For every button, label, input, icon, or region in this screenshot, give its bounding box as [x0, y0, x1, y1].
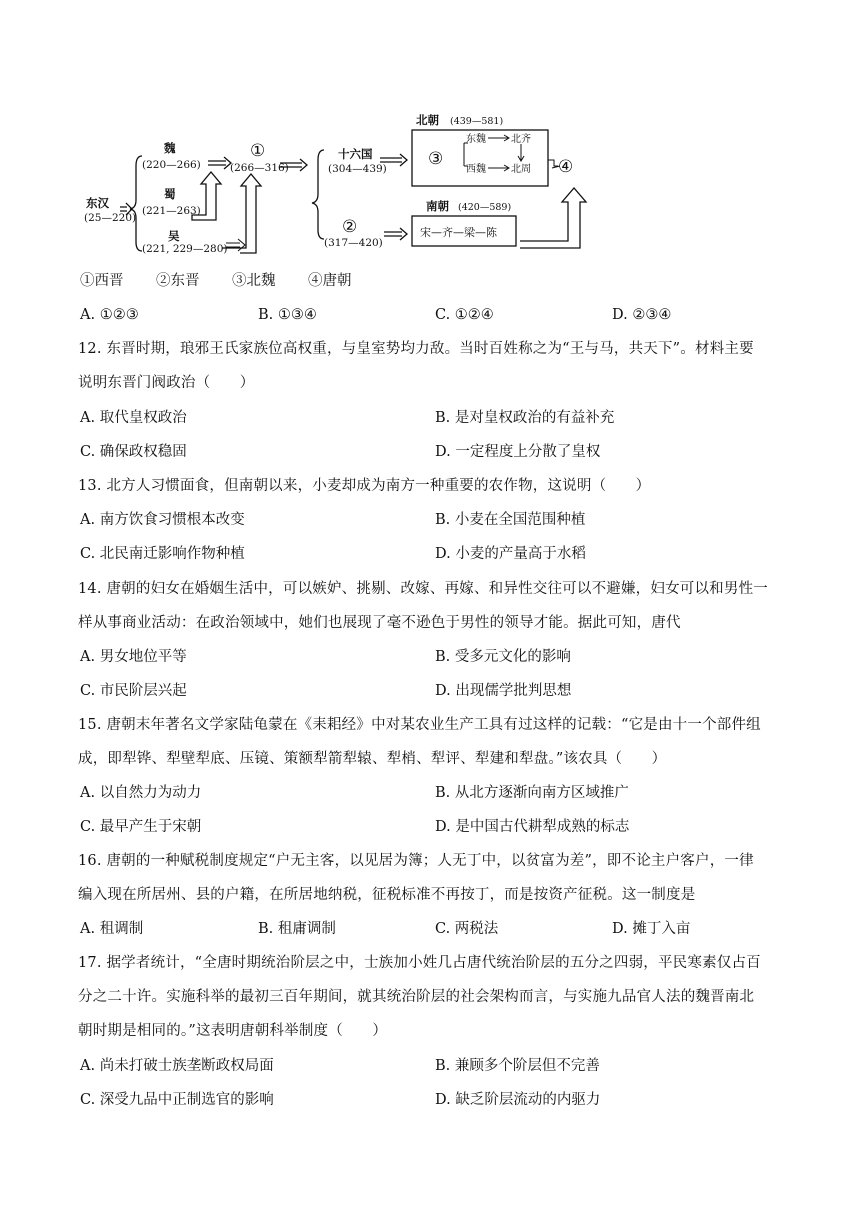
q16-option-b[interactable]: B. 租庸调制: [258, 921, 336, 937]
q15-option-c[interactable]: C. 最早产生于宋朝: [80, 819, 202, 835]
eastern-han-label: 东汉: [86, 196, 109, 210]
q14-option-d[interactable]: D. 出现儒学批判思想: [435, 683, 572, 699]
dynasty-flow-diagram: [80, 108, 600, 268]
q16-option-a[interactable]: A. 租调制: [80, 921, 144, 937]
q12-stem-line-2: 说明东晋门阀政治（ ）: [78, 375, 255, 391]
node2-mark: ②: [342, 217, 358, 237]
wu-label: 吴: [168, 229, 180, 243]
q14-option-a[interactable]: A. 男女地位平等: [80, 649, 187, 665]
q17-option-d[interactable]: D. 缺乏阶层流动的内驱力: [435, 1092, 601, 1108]
node2-years: (317—420): [324, 237, 383, 249]
q16-option-d[interactable]: D. 摊丁入亩: [612, 921, 691, 937]
southern-dynasties-sequence: 宋—齐—梁—陈: [420, 226, 497, 239]
q11-option-a[interactable]: A. ①②③: [80, 307, 139, 323]
q15-stem-line-1: 15. 唐朝末年著名文学家陆龟蒙在《耒耜经》中对某农业生产工具有过这样的记载：“它是由十一个部件组: [78, 717, 761, 733]
node1-mark: ①: [250, 141, 266, 161]
q15-option-d[interactable]: D. 是中国古代耕犁成熟的标志: [435, 819, 630, 835]
q12-option-c[interactable]: C. 确保政权稳固: [80, 444, 187, 460]
shu-label: 蜀: [164, 187, 176, 201]
sixteen-kingdoms-years: (304—439): [328, 163, 387, 175]
wei-label: 魏: [164, 141, 176, 155]
q16-stem-line-1: 16. 唐朝的一种赋税制度规定“户无主客，以见居为簿；人无丁中，以贫富为差”，即不论主户客户，一律: [78, 853, 754, 869]
q11-option-d[interactable]: D. ②③④: [612, 307, 672, 323]
node4-mark: ④: [558, 157, 574, 177]
q17-option-a[interactable]: A. 尚未打破士族垄断政权局面: [80, 1058, 274, 1074]
sixteen-kingdoms-label: 十六国: [338, 147, 373, 161]
q12-option-d[interactable]: D. 一定程度上分散了皇权: [435, 444, 601, 460]
node1-years: (266—316): [230, 162, 289, 174]
north-qi-label: 北齐: [511, 134, 531, 145]
q17-option-b[interactable]: B. 兼顾多个阶层但不完善: [435, 1058, 600, 1074]
q12-option-b[interactable]: B. 是对皇权政治的有益补充: [435, 410, 615, 426]
q14-stem-line-1: 14. 唐朝的妇女在婚姻生活中，可以嫉妒、挑剔、改嫁、再嫁、和异性交往可以不避嫌，妇女可以和男性一: [78, 581, 768, 597]
q14-option-b[interactable]: B. 受多元文化的影响: [435, 649, 571, 665]
wu-years: (221, 229—280): [142, 243, 228, 255]
q12-option-a[interactable]: A. 取代皇权政治: [80, 410, 187, 426]
shu-years: (221—263): [142, 205, 201, 217]
q17-stem-line-2: 分之二十许。实施科举的最初三百年期间，就其统治阶层的社会架构而言，与实施九品官人法的魏晋南北: [78, 989, 755, 1005]
legend-item-4: ④唐朝: [308, 273, 352, 289]
q17-stem-line-3: 朝时期是相同的。”这表明唐朝科举制度（ ）: [78, 1023, 388, 1039]
q14-option-c[interactable]: C. 市民阶层兴起: [80, 683, 187, 699]
q13-stem-line-1: 13. 北方人习惯面食，但南朝以来，小麦却成为南方一种重要的农作物，这说明（ ）: [78, 478, 651, 494]
southern-dynasties-years: (420—589): [458, 202, 512, 213]
legend-item-3: ③北魏: [232, 273, 276, 289]
northern-dynasties-label: 北朝: [416, 113, 439, 127]
legend-item-1: ①西晋: [80, 273, 124, 289]
q14-stem-line-2: 样从事商业活动：在政治领域中，她们也展现了毫不逊色于男性的领导才能。据此可知，唐代: [78, 615, 681, 631]
q17-option-c[interactable]: C. 深受九品中正制选官的影响: [80, 1092, 274, 1108]
q15-option-a[interactable]: A. 以自然力为动力: [80, 785, 202, 801]
q15-stem-line-2: 成，即犁铧、犁壁犁底、压镜、策额犁箭犁辕、犁梢、犁评、犁建和犁盘。”该农具（ ）: [78, 751, 667, 767]
q12-stem-line-1: 12. 东晋时期，琅邪王氏家族位高权重，与皇室势均力敌。当时百姓称之为“王与马，共天下”。材料主要: [78, 341, 754, 357]
north-zhou-label: 北周: [511, 164, 531, 175]
legend-item-2: ②东晋: [156, 273, 200, 289]
q11-option-b[interactable]: B. ①③④: [258, 307, 317, 323]
q13-option-b[interactable]: B. 小麦在全国范围种植: [435, 512, 586, 528]
q15-option-b[interactable]: B. 从北方逐渐向南方区域推广: [435, 785, 629, 801]
east-wei-label: 东魏: [466, 134, 486, 145]
q16-stem-line-2: 编入现在所居州、县的户籍，在所居地纳税，征税标准不再按丁，而是按资产征税。这一制度是: [78, 887, 696, 903]
west-wei-label: 西魏: [466, 164, 486, 175]
northern-dynasties-years: (439—581): [450, 116, 504, 127]
q16-option-c[interactable]: C. 两税法: [435, 921, 499, 937]
q13-option-c[interactable]: C. 北民南迁影响作物种植: [80, 546, 245, 562]
q13-option-d[interactable]: D. 小麦的产量高于水稻: [435, 546, 586, 562]
wei-years: (220—266): [142, 159, 201, 171]
q13-option-a[interactable]: A. 南方饮食习惯根本改变: [80, 512, 245, 528]
node3-mark: ③: [428, 149, 444, 169]
q11-option-c[interactable]: C. ①②④: [435, 307, 494, 323]
southern-dynasties-label: 南朝: [426, 199, 449, 213]
eastern-han-years: (25—220): [84, 212, 137, 224]
q17-stem-line-1: 17. 据学者统计，“全唐时期统治阶层之中，士族加小姓几占唐代统治阶层的五分之四弱，平民寒素仅占百: [78, 955, 761, 971]
